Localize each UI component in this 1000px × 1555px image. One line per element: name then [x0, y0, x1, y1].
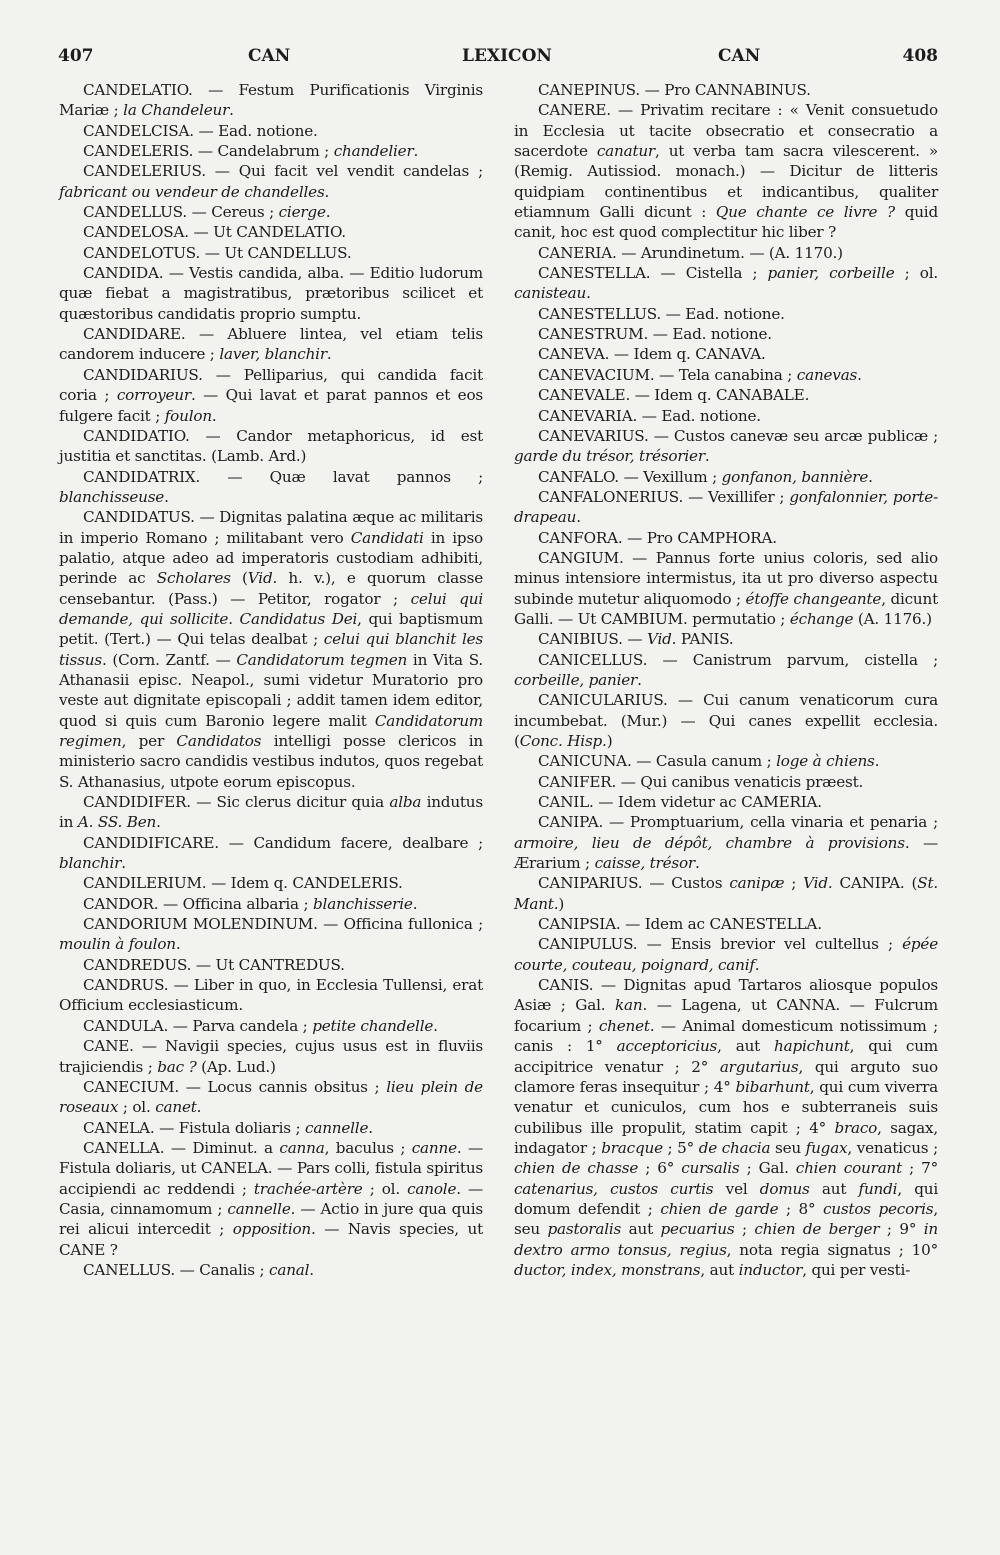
entry-text: CANE. — Navigii species, cujus usus est in fluviis trajiciendis ; — [59, 1037, 483, 1076]
entry-text: ; 6° — [638, 1159, 682, 1178]
entry-gloss: chenet — [598, 1016, 650, 1035]
entry-gloss: chien courant — [795, 1159, 903, 1178]
entry-text: . — Lagena, ut CANNA. — Fulcrum focarium ; — [514, 996, 938, 1035]
dictionary-entry — [59, 426, 483, 467]
entry-text: (A. 1176.) — [853, 609, 932, 628]
entry-text: aut — [809, 1179, 859, 1198]
entry-text: , qui domum defendit ; — [514, 1179, 938, 1218]
page-number-left: 407 — [58, 46, 94, 66]
dictionary-entry — [59, 263, 483, 324]
entry-gloss: blanchisserie — [313, 894, 413, 913]
entry-text: . — [576, 508, 581, 527]
entry-text: ; 5° — [662, 1138, 699, 1157]
entry-gloss: canole — [407, 1179, 457, 1198]
entry-text: (Ap. Lud.) — [196, 1057, 276, 1076]
dictionary-entry — [514, 772, 938, 792]
entry-text: . — [196, 1098, 202, 1117]
entry-gloss: de chacia — [698, 1138, 771, 1157]
entry-text: seu — [770, 1138, 806, 1157]
entry-gloss: canne — [411, 1138, 457, 1157]
entry-gloss: celui qui blanchit les tissus — [59, 630, 483, 669]
entry-text: CANELA. — Fistula doliaris ; — [83, 1118, 306, 1137]
entry-gloss: ductor, index, monstrans — [514, 1260, 701, 1279]
entry-gloss: pecuarius — [660, 1220, 735, 1239]
entry-text: h. v.), e quorum classe censebantur. (Pass.) — Petitor, rogator ; — [59, 569, 483, 608]
entry-text: , sagax, indagator ; — [514, 1118, 938, 1157]
entry-text: CANDELCISA. — Ead. notione. — [83, 121, 318, 140]
dictionary-entry — [59, 873, 483, 893]
dictionary-entry — [59, 202, 483, 222]
dictionary-entry — [514, 467, 938, 487]
entry-text: ; ol. — [362, 1179, 408, 1198]
entry-gloss: étoffe changeante — [745, 589, 882, 608]
entry-text: CANIPULUS. — Ensis brevior vel cultellus ; — [538, 935, 903, 954]
entry-text: CANEPINUS. — Pro CANNABINUS. — [538, 81, 811, 99]
entry-text: CANESTELLA. — Cistella ; — [538, 264, 768, 283]
running-title: LEXICON — [462, 46, 552, 66]
entry-gloss: alba — [389, 793, 422, 812]
entry-text: . (Corn. Zantf. — — [101, 650, 237, 669]
entry-gloss: moulin à foulon — [59, 935, 176, 954]
guide-word-right: CAN — [718, 46, 761, 66]
dictionary-entry — [59, 243, 483, 263]
entry-text: CANESTRUM. — Ead. notione. — [538, 325, 772, 344]
entry-gloss: acceptoricius — [616, 1037, 718, 1056]
dictionary-entry — [514, 406, 938, 426]
entry-text: , venaticus ; — [847, 1138, 939, 1157]
entry-text: CANDIDATUS. — Dignitas palatina æque ac militaris in imperio Romano ; militabant vero — [59, 508, 483, 547]
entry-text: CANFALO. — Vexillum ; — [538, 467, 722, 486]
entry-text: . — [175, 935, 181, 954]
dictionary-entry — [59, 222, 483, 242]
entry-text: . — Fistula doliaris, ut CANELA. — Pars colli, fistula spiritus accipiendi ac reddendi ; — [59, 1138, 483, 1198]
entry-gloss: Que chante ce livre ? — [715, 203, 895, 222]
entry-text: , seu — [514, 1199, 939, 1239]
entry-gloss: la Chandeleur — [123, 101, 230, 120]
dictionary-entry — [59, 1118, 483, 1138]
entry-text: CANEVALE. — Idem q. CANABALE. — [538, 386, 810, 405]
dictionary-entry — [59, 1077, 483, 1118]
entry-text: CANDIDIFER. — Sic clerus dicitur quia — [83, 793, 390, 812]
entry-text: in Vita S. Athanasii episc. Neapol., sumi videtur Muratorio pro veste aut dignitate episcopali ; addit tamen idem editor, quod si quis cum Baronio legere malit — [59, 650, 484, 730]
entry-text: CANERE. — Privatim recitare : « Venit consuetudo in Ecclesia ut tacite obsecratio et consecratio a sacerdote — [514, 101, 938, 161]
entry-gloss: laver, blanchir — [219, 345, 327, 364]
dictionary-entry — [59, 975, 483, 1016]
dictionary-entry — [59, 80, 483, 121]
entry-text: aut — [621, 1220, 661, 1239]
entry-text: CANDIDATIO. — Candor metaphoricus, id est justitia et sanctitas. (Lamb. Ard.) — [59, 426, 483, 466]
entry-text: . — [433, 1016, 438, 1035]
entry-gloss: A. SS. Ben — [77, 813, 157, 832]
entry-gloss: kan — [615, 996, 643, 1015]
dictionary-entry — [514, 629, 938, 649]
entry-text: CANDELOTUS. — Ut CANDELLUS. — [83, 243, 352, 262]
entry-gloss: domus — [759, 1179, 810, 1198]
entry-text: . — [368, 1118, 373, 1137]
entry-text: . — [754, 955, 760, 974]
dictionary-entry — [514, 344, 938, 364]
dictionary-entry — [514, 792, 938, 812]
entry-gloss: fundi — [858, 1179, 898, 1198]
entry-gloss: Vid. — [646, 630, 677, 649]
entry-gloss: Scholares — [156, 569, 231, 588]
entry-text: ; 7° — [902, 1159, 939, 1178]
dictionary-entry — [514, 487, 938, 528]
dictionary-entry — [59, 914, 483, 955]
entry-text: CANDIDARE. — Abluere lintea, vel etiam telis candorem inducere ; — [59, 325, 483, 364]
entry-text: . — [868, 467, 873, 486]
entry-gloss: canisteau — [514, 284, 587, 303]
entry-text: CANECIUM. — Locus cannis obsitus ; — [83, 1077, 387, 1096]
entry-text: CANEVARIA. — Ead. notione. — [538, 406, 761, 425]
entry-text: CANDIDATRIX. — Quæ lavat pannos ; — [83, 467, 483, 486]
entry-text: quid canit, hoc est quod complectitur hic liber ? — [514, 203, 938, 242]
entry-gloss: épée courte, couteau, poignard, canif — [514, 935, 938, 974]
entry-text: CANDIDARIUS. — Pelliparius, qui candida facit coria ; — [59, 365, 483, 405]
entry-gloss: bac ? — [157, 1057, 197, 1076]
entry-text: . — [121, 854, 126, 873]
dictionary-entry — [59, 324, 483, 365]
running-header — [58, 46, 938, 74]
entry-gloss: chien de chasse — [514, 1159, 639, 1178]
entry-gloss: échange — [789, 609, 854, 628]
entry-text: . — [695, 854, 700, 873]
entry-gloss: cursalis — [681, 1159, 740, 1178]
entry-gloss: Candidatorum tegmen — [236, 650, 408, 669]
dictionary-entry — [59, 1016, 483, 1036]
entry-text: ; 8° — [778, 1199, 823, 1218]
dictionary-entry — [59, 467, 483, 508]
dictionary-entry — [514, 365, 938, 385]
dictionary-entry — [59, 1036, 483, 1077]
dictionary-entry — [514, 873, 938, 914]
entry-gloss: custos pecoris — [822, 1199, 934, 1218]
entry-gloss: Vid. — [803, 874, 833, 893]
dictionary-entry — [59, 833, 483, 874]
dictionary-entry — [514, 80, 938, 100]
entry-gloss: bracque — [601, 1138, 663, 1157]
dictionary-entry — [59, 507, 483, 792]
entry-text: CANIPARIUS. — Custos — [538, 874, 730, 893]
entry-text: CANIFER. — Qui canibus venaticis præest. — [538, 772, 864, 791]
entry-gloss: loge à chiens — [776, 752, 875, 771]
entry-gloss: bibarhunt — [735, 1077, 810, 1096]
entry-text: CANDIDIFICARE. — Candidum facere, dealbare ; — [83, 833, 483, 852]
entry-text: indutus in — [59, 793, 483, 832]
entry-text: CANICUNA. — Casula canum ; — [538, 752, 777, 771]
entry-gloss: fugax — [805, 1138, 848, 1157]
dictionary-entry — [514, 690, 938, 751]
entry-text: CANEVA. — Idem q. CANAVA. — [538, 345, 766, 364]
entry-text: vel — [713, 1179, 760, 1198]
entry-text: . — [857, 365, 862, 384]
entry-text: . — Qui lavat et parat pannos et eos fulgere facit ; — [59, 386, 483, 425]
entry-text: CANESTELLUS. — Ead. notione. — [538, 304, 785, 323]
entry-text: intelligi posse clericos in ministerio sacro candidis vestibus indutos, quos regebat S. Athanasius, utpote eorum episcopus. — [59, 732, 483, 791]
entry-gloss: chien de garde — [660, 1199, 779, 1218]
dictionary-entry — [59, 1260, 483, 1280]
entry-gloss: hapichunt — [774, 1037, 850, 1056]
entry-text: CANDORIUM MOLENDINUM. — Officina fullonica ; — [83, 915, 483, 934]
entry-text: . — Ærarium ; — [514, 833, 938, 873]
entry-text: ) — [558, 894, 565, 913]
entry-text: . — [326, 345, 332, 364]
entry-text: CANDIDA. — Vestis candida, alba. — Editio ludorum quæ fiebat a magistratibus, prætoribus scilicet et quæstoribus candidatis proprio sumptu. — [59, 264, 483, 323]
entry-text: in ipso palatio, atque adeo ad imperatoris custodiam adhibiti, perinde ac — [59, 528, 483, 588]
entry-gloss: corroyeur — [116, 386, 191, 405]
entry-text: , qui per vesti- — [802, 1260, 911, 1279]
entry-gloss: in dextro armo tonsus, regius — [514, 1220, 938, 1259]
entry-text: ; — [734, 1220, 755, 1239]
entry-text: ; 9° — [879, 1220, 924, 1239]
entry-gloss: blanchisseuse — [59, 487, 165, 506]
dictionary-entry — [59, 955, 483, 975]
entry-gloss: braco — [834, 1118, 878, 1137]
entry-text: CANICELLUS. — Canistrum parvum, cistella ; — [538, 650, 938, 669]
dictionary-entry — [59, 161, 483, 202]
dictionary-entry — [59, 894, 483, 914]
entry-gloss: canet — [155, 1098, 197, 1117]
entry-text: CANDRUS. — Liber in quo, in Ecclesia Tullensi, erat Officium ecclesiasticum. — [59, 976, 483, 1015]
entry-text: , qui arguto suo clamore feras insequitur ; 4° — [514, 1057, 939, 1096]
entry-gloss: Candidatus Dei — [239, 609, 358, 628]
dictionary-entry — [514, 934, 938, 975]
entry-gloss: caisse, trésor — [594, 854, 695, 873]
entry-text: ; ol. — [118, 1098, 156, 1117]
entry-text: ( — [230, 569, 248, 588]
entry-gloss: Candidatorum regimen — [59, 711, 483, 750]
entry-text: CANDELLUS. — Cereus ; — [83, 203, 279, 222]
entry-gloss: gonfanon, bannière — [721, 467, 869, 486]
entry-text: CANDELATIO. — Festum Purificationis Virginis Mariæ ; — [59, 81, 483, 120]
entry-text: . — [228, 609, 240, 628]
dictionary-entry — [514, 263, 938, 304]
entry-text: CANDULA. — Parva candela ; — [83, 1016, 313, 1035]
dictionary-entry — [514, 751, 938, 771]
entry-text: CANIS. — Dignitas apud Tartaros aliosque populos Asiæ ; Gal. — [514, 976, 938, 1015]
entry-text: . — [156, 813, 161, 832]
entry-text: CANIPA. — Promptuarium, cella vinaria et penaria ; — [538, 813, 938, 832]
entry-gloss: cierge — [278, 203, 326, 222]
entry-text: CANICULARIUS. — Cui canum venaticorum cura incumbebat. (Mur.) — Qui canes expellit ecclesia. ( — [514, 691, 938, 750]
entry-text: CANEVARIUS. — Custos canevæ seu arcæ publicæ ; — [538, 426, 938, 445]
entry-gloss: foulon — [164, 406, 212, 425]
entry-text: . — [164, 487, 169, 506]
entry-text: . — Actio in jure qua quis rei alicui intercedit ; — [59, 1199, 483, 1239]
entry-text: CANIPA. ( — [832, 874, 918, 893]
entry-text: . — Navis species, ut CANE ? — [59, 1220, 483, 1259]
entry-gloss: garde du trésor, trésorier — [514, 447, 705, 466]
entry-text: , dicunt Galli. — Ut CAMBIUM. permutatio ; — [514, 589, 938, 628]
dictionary-entry — [59, 141, 483, 161]
entry-text: . — [412, 894, 418, 913]
entry-text: . — Casia, cinnamomum ; — [59, 1179, 483, 1218]
entry-text: PANIS. — [676, 630, 734, 649]
entry-text: , per — [121, 732, 177, 750]
entry-text: CANELLA. — Diminut. a — [83, 1138, 280, 1157]
entry-gloss: Candidati — [350, 528, 424, 547]
entry-gloss: lieu plein de roseaux — [59, 1077, 483, 1117]
dictionary-entry — [514, 548, 938, 629]
entry-gloss: chien de berger — [754, 1220, 880, 1239]
entry-text: CANIL. — Idem videtur ac CAMERIA. — [538, 793, 822, 812]
dictionary-entry — [514, 914, 938, 934]
dictionary-entry — [59, 1138, 483, 1260]
entry-text: . — [325, 203, 331, 222]
entry-text: CANDREDUS. — Ut CANTREDUS. — [83, 955, 345, 974]
dictionary-entry — [514, 426, 938, 467]
entry-gloss: celui qui demande, qui sollicite — [59, 589, 483, 628]
dictionary-entry — [514, 100, 938, 242]
entry-gloss: petite chandelle — [312, 1016, 434, 1035]
entry-gloss: gonfalonnier, porte-drapeau — [514, 487, 938, 527]
entry-text: CANDELOSA. — Ut CANDELATIO. — [83, 223, 346, 242]
dictionary-entry — [514, 304, 938, 324]
entry-text: CANDELERIS. — Candelabrum ; — [83, 142, 334, 161]
entry-text: , aut — [717, 1037, 775, 1056]
entry-text: ; ol. — [894, 264, 938, 283]
entry-text: . — [586, 284, 591, 303]
entry-text: CANIBIUS. — — [538, 630, 647, 649]
entry-text: . — [324, 182, 330, 201]
entry-gloss: St. Mant. — [514, 874, 938, 913]
entry-text: CANDILERIUM. — Idem q. CANDELERIS. — [83, 874, 403, 893]
dictionary-entry — [59, 365, 483, 426]
entry-gloss: Vid. — [247, 569, 278, 588]
entry-text: CANELLUS. — Canalis ; — [83, 1260, 270, 1279]
entry-text: CANFALONERIUS. — Vexillifer ; — [538, 487, 790, 506]
entry-text: ) — [606, 732, 613, 750]
entry-text: , qui cum viverra venatur et cuniculos, cum hos e subterraneis suis cubilibus ille propulit, statim capit ; 4° — [514, 1077, 938, 1137]
dictionary-entry — [514, 812, 938, 873]
dictionary-entry — [59, 121, 483, 141]
right-column — [514, 80, 938, 1280]
entry-gloss: inductor — [738, 1260, 803, 1279]
entry-gloss: Candidatos — [176, 732, 262, 750]
entry-gloss: panier, corbeille — [767, 264, 895, 283]
dictionary-entry — [59, 792, 483, 833]
entry-text: CANIPSIA. — Idem ac CANESTELLA. — [538, 915, 822, 934]
entry-text: ; Gal. — [739, 1159, 796, 1178]
entry-gloss: opposition — [232, 1220, 312, 1239]
dictionary-entry — [514, 324, 938, 344]
entry-text: . — [413, 142, 419, 161]
entry-gloss: chandelier — [333, 142, 414, 161]
entry-gloss: canna — [279, 1138, 325, 1157]
entry-text: , ut verba tam sacra vilescerent. » (Remig. Autissiod. monach.) — Dicitur de litteris quidpiam continentibus et indicantibus, qualiter etiamnum Galli dicunt : — [514, 142, 938, 222]
entry-gloss: catenarius, custos curtis — [514, 1179, 714, 1198]
entry-text: CANGIUM. — Pannus forte unius coloris, sed alio minus intensiore intermistus, ita ut pro diverso aspectu subinde mutetur aliquomodo ; — [514, 548, 938, 608]
dictionary-entry — [514, 243, 938, 263]
entry-gloss: canal — [269, 1260, 310, 1279]
entry-gloss: armoire, lieu de dépôt, chambre à provisions — [514, 833, 905, 852]
entry-gloss: canatur — [596, 142, 655, 161]
entry-text: CANDOR. — Officina albaria ; — [83, 894, 314, 913]
entry-gloss: corbeille, panier — [514, 670, 638, 689]
entry-text: CANEVACIUM. — Tela canabina ; — [538, 365, 797, 384]
entry-text: . — [874, 752, 880, 771]
entry-gloss: trachée-artère — [253, 1179, 363, 1198]
entry-text: , nota regia signatus ; 10° — [726, 1240, 938, 1259]
entry-text: CANFORA. — Pro CAMPHORA. — [538, 528, 777, 547]
entry-text: . — [229, 101, 234, 120]
entry-gloss: argutarius — [719, 1057, 799, 1076]
entry-gloss: Conc. Hisp. — [519, 732, 607, 750]
entry-text: CANERIA. — Arundinetum. — (A. 1170.) — [538, 243, 843, 262]
dictionary-entry — [514, 650, 938, 691]
dictionary-entry — [514, 975, 938, 1280]
page-number-right: 408 — [902, 46, 938, 66]
entry-text: . — [211, 406, 217, 425]
entry-text: ; — [784, 874, 804, 893]
entry-gloss: cannelle — [227, 1199, 291, 1218]
entry-text: . — [704, 447, 710, 466]
entry-text: . — [637, 670, 642, 689]
entry-text: , baculus ; — [324, 1138, 412, 1157]
entry-text: , aut — [700, 1260, 739, 1279]
entry-gloss: fabricant ou vendeur de chandelles — [59, 182, 325, 201]
guide-word-left: CAN — [248, 46, 291, 66]
entry-text: , qui cum accipitrice venatur ; 2° — [514, 1037, 939, 1076]
entry-text: CANDELERIUS. — Qui facit vel vendit candelas ; — [83, 162, 483, 181]
entry-gloss: canipæ — [729, 874, 785, 893]
dictionary-entry — [514, 385, 938, 405]
entry-gloss: blanchir — [59, 854, 122, 873]
entry-text: . — Animal domesticum notissimum ; canis : 1° — [514, 1016, 938, 1056]
entry-gloss: pastoralis — [547, 1220, 622, 1239]
entry-gloss: canevas — [796, 365, 858, 384]
left-column — [59, 80, 483, 1280]
entry-gloss: cannelle — [305, 1118, 369, 1137]
entry-text: , qui baptismum petit. (Tert.) — Qui telas dealbat ; — [59, 609, 483, 649]
dictionary-entry — [514, 528, 938, 548]
entry-text: . — [309, 1260, 314, 1279]
